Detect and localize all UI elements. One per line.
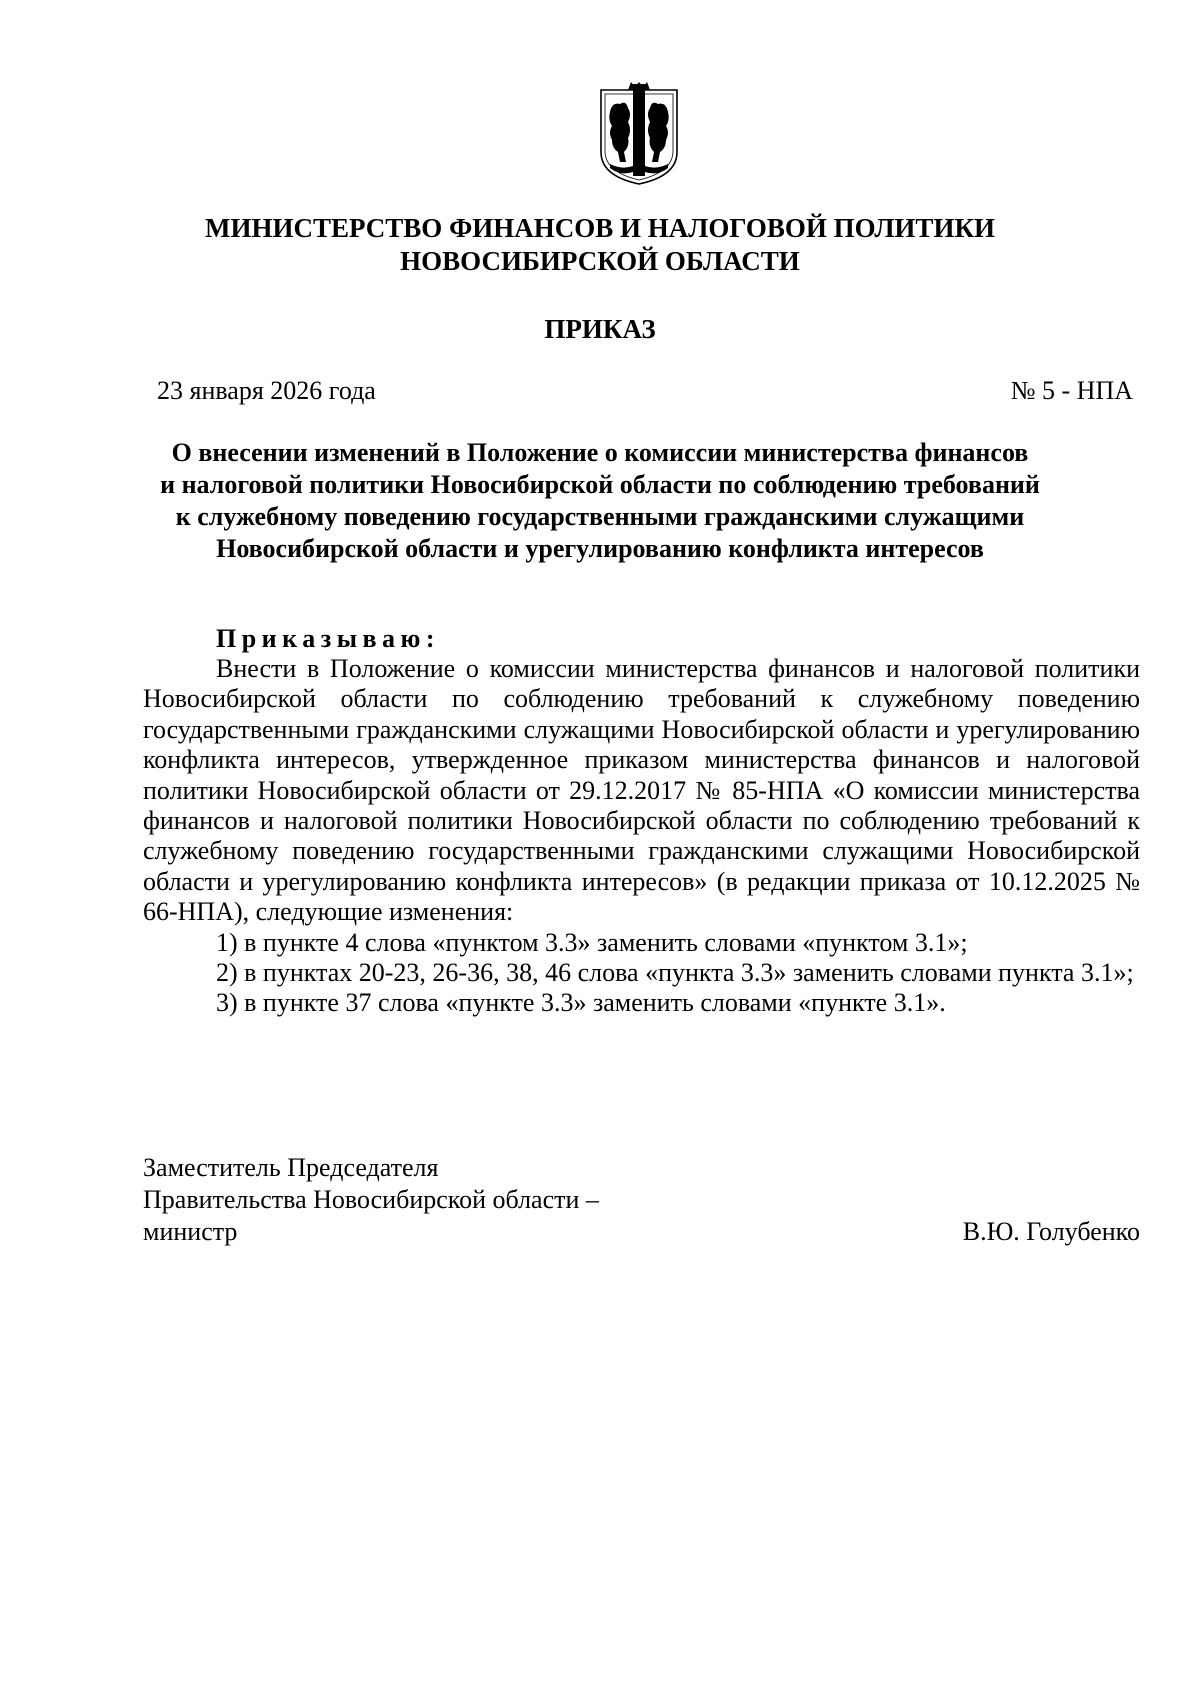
coat-of-arms-icon (598, 82, 680, 186)
signature-block (143, 1152, 1140, 1248)
body-item-2: 2) в пунктах 20-23, 26-36, 38, 46 слова «пункта 3.3» заменить словами пункта 3.1»; (216, 958, 1134, 988)
document-date: 23 января 2026 года (157, 376, 376, 405)
signer-position-line-1: Заместитель Председателя (143, 1153, 439, 1182)
subject-line-3: к служебному поведению государственными гражданскими служащими (175, 502, 1025, 531)
subject-line-1: О внесении изменений в Положение о комиссии министерства финансов (171, 438, 1029, 467)
signer-position-line-2: Правительства Новосибирской области – (143, 1185, 599, 1214)
ministry-title-line-1: МИНИСТЕРСТВО ФИНАНСОВ И НАЛОГОВОЙ ПОЛИТИКИ (204, 213, 996, 243)
body-item-3: 3) в пункте 37 слова «пункте 3.3» заменить словами «пункте 3.1». (216, 988, 946, 1018)
signer-name: В.Ю. Голубенко (962, 1217, 1140, 1246)
subject-line-4: Новосибирской области и урегулированию конфликта интересов (216, 534, 984, 563)
ministry-title (150, 212, 1050, 278)
body-intro-paragraph: Внести в Положение о комиссии министерства финансов и налоговой политики Новосибирской области по соблюдению требований к служебному поведению государственными гражданскими служащими Новосибирской области и урегулированию конфликта интересов, утвержденное приказом министерства финансов и налоговой политики Новосибирской области от 29.12.2017 № 85-НПА «О комиссии министерства финансов и налоговой политики Новосибирской области по соблюдению требований к служебному поведению государственными гражданскими служащими Новосибирской области и урегулированию конфликта интересов» (в редакции приказа от 10.12.2025 № 66-НПА), следующие изменения: (143, 654, 1140, 927)
document-subject (140, 437, 1060, 565)
body-item-1: 1) в пункте 4 слова «пунктом 3.3» заменить словами «пунктом 3.1»; (216, 927, 968, 957)
document-type: ПРИКАЗ (544, 314, 656, 344)
order-word: Приказываю: (216, 624, 441, 653)
ministry-title-line-2: НОВОСИБИРСКОЙ ОБЛАСТИ (400, 246, 800, 276)
document-body (143, 654, 1140, 1019)
signer-position-line-3: министр (143, 1217, 238, 1246)
subject-line-2: и налоговой политики Новосибирской области по соблюдению требований (160, 470, 1040, 499)
document-number: № 5 - НПА (1010, 376, 1133, 405)
